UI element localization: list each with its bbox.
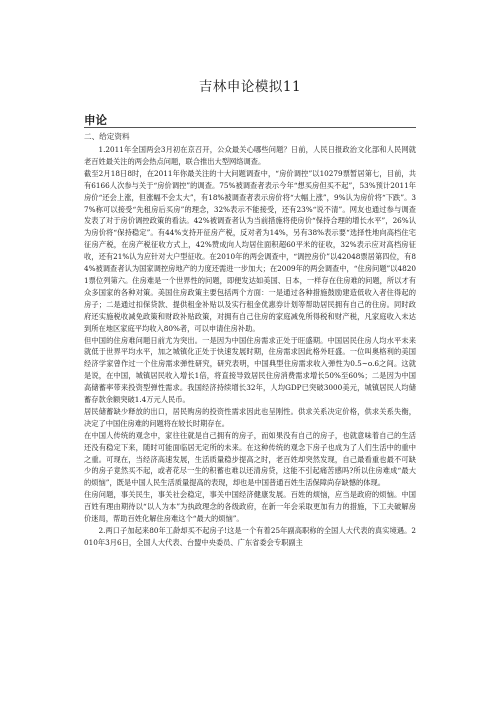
section-heading: 申论 [84, 113, 107, 127]
paragraph: 截至2月18日8时，在2011年你最关注的十大问题调查中，“房价调控”以10279票暂居第七，目前，共有6166人次参与关于“房价调控”的调查。75%被调查者表示今年“想买房但买不起”，53%预计2011年房价“还会上涨，但涨幅不会太大”，有18%被调查者表示房价将“大幅上涨”，9%认为房价将“下跌”。37%称可以接受“先租房后买房”的理念，32%表示不能接受，还有23%“说不清”。网友也通过参与调查发表了对于房价调控政策的看法。42%被调查者认为当前措施将使房价“保持合理的增长水平”，26%认为房价将“保持稳定”。有44%支持开征房产税，反对者为14%，另有38%表示要“选择性地向高档住宅征房产税，在房产税征收方式上，42%赞成向人均居住面积超60平米的征收，32%表示应对高档房征收，还有21%认为应针对大户型征收。在2010年的两会调查中，“调控房价”以42048票居第四位，有84%被调查者认为国家调控房地产的力度还需进一步加大；在2009年的两会调查中，“住房问题”以48201票位列第六。住房难是一个世界性的问题，即便发达如美国、日本，一样存在住房难的问题，所以才有众多国家的各种对策。美国住房政策主要包括两个方面：一是通过各种措施鼓励建造低收入者住得起的房子；二是通过扣保贷款、提供租金补贴以及实行租金优惠券计划等帮助居民拥有自己的住房。同时政府还实施税收减免政策和财政补贴政策，对拥有自己住房的家庭减免所得税和财产税，凡家庭收入未达到所在地区家庭平均收入80%者，可以申请住房补助。 [84, 168, 416, 333]
paragraph: 但中国的住房难问题日前尤为突出。一是因为中国住房需求正处于旺盛期。中国居民住房人均水平未来就低于世界平均水平，加之城镇化正处于快速发展时期，住房需求因此格外旺盛。一位叫奥格利的美国经济学家曾作过一个住房需求弹性研究，研究表明，中国典型住房需求收入弹性为0.5~o.6之间。这就是说，在中国，城镇居民收入增长1倍，将直接导致居民住房消费需求增长50%至60%；二是因为中国高储蓄率带来投资型弹性需求。我国经济持续增长32年，人均GDP已突破3000美元，城镇居民人均储蓄存款余额突破1.4万元人民币。 [84, 335, 416, 405]
paragraph: 1.2011年全国两会3月初在京召开，公众最关心哪些问题？日前，人民日报政治文化部和人民网就老百姓最关注的两会热点问题，联合推出大型网络调查。 [84, 145, 416, 166]
paragraph: 居民储蓄缺少释放的出口，居民购房的投资性需求因此也呈刚性。供求关系决定价格，供求关系失衡，决定了中国住房难的问题将在较长时期存在。 [84, 406, 416, 428]
subsection-heading: 二、给定资料 [84, 132, 130, 141]
paragraph: 2.两口子加起来80年工龄却买不起房子!这是一个有着25年副高职称的全国人大代表的真实境遇。2010年3月6日，全国人大代表、台盟中央委员、广东省委会专职副主 [84, 526, 416, 547]
document-body [84, 144, 416, 549]
paragraph: 在中国人传统的观念中，家往往就是自己拥有的房子，而如果没有自己的房子，也就意味着自己的生活还没有稳定下来，随时可能面临居无定所的未来。在这种传统的观念下房子也成为了人们生活中的重中之重。可现在，当经济高速发展，生活质量稳步提高之时，老百姓却突然发现，自己最看重也最不可缺少的房子竟然买不起，或者花尽一生的积蓄也难以还清房贷，这能不引起痛苦感吗?所以住房难成“最大的烦恼”，既是中国人民生活质量提高的表现，却也是中国普通百姓生活保障尚存缺憾的体现。 [84, 430, 416, 488]
document-title: 吉林申论模拟11 [198, 79, 302, 95]
heading-divider [84, 127, 416, 128]
paragraph: 住房问题，事关民生，事关社会稳定，事关中国经济健康发展。百姓的烦恼，应当是政府的烦恼。中国百姓有理由期待以“以人为本”为执政理念的各级政府，在新一年会采取更加有力的措施，下工夫破解房价迷局，帮助百姓化解住房难这个“最大的烦恼”。 [84, 490, 416, 524]
